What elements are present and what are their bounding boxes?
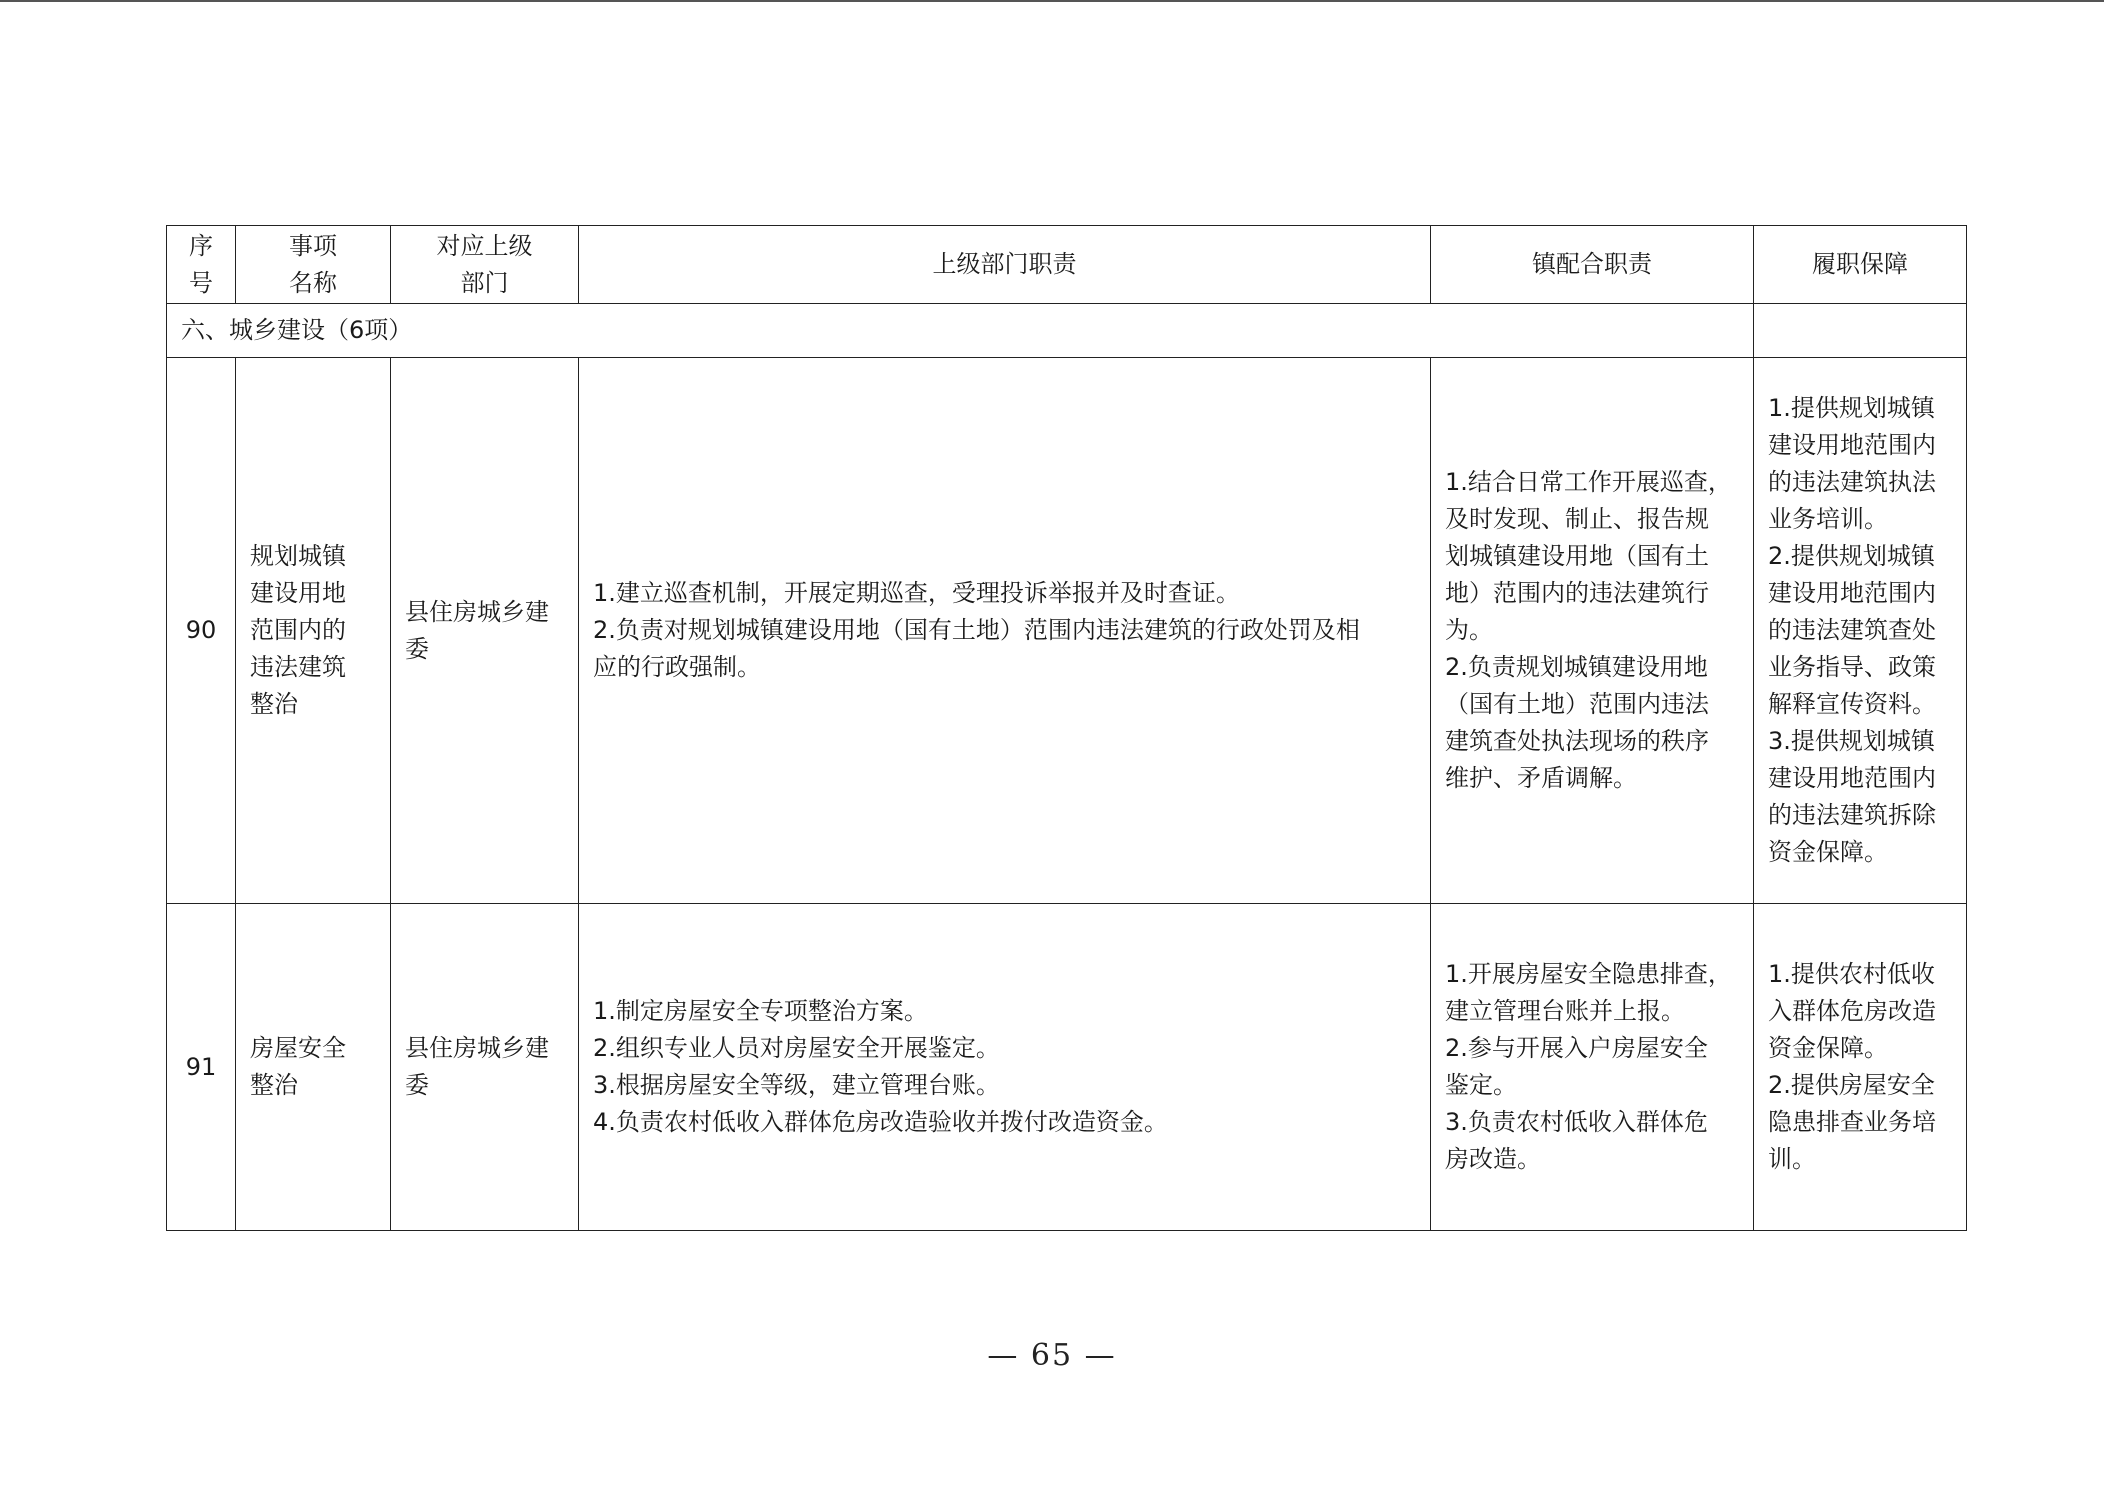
guarantee: 1.提供规划城镇 建设用地范围内 的违法建筑执法 业务培训。 2.提供规划城镇 建设用地范围内 的违法建筑查处 业务指导、政策 解释宣传资料。 3.提供规划城镇 建设用地范围内 的违法建筑拆除 资金保障。 bbox=[1754, 358, 1967, 904]
header-guarantee: 履职保障 bbox=[1754, 226, 1967, 304]
header-town-duties: 镇配合职责 bbox=[1431, 226, 1754, 304]
item-name: 规划城镇 建设用地 范围内的 违法建筑 整治 bbox=[236, 358, 391, 904]
town-duties: 1.结合日常工作开展巡查， 及时发现、制止、报告规 划城镇建设用地（国有土 地）范围内的违法建筑行 为。 2.负责规划城镇建设用地 （国有土地）范围内违法 建筑查处执法现场的秩序 维护、矛盾调解。 bbox=[1431, 358, 1754, 904]
row-number: 91 bbox=[167, 904, 236, 1231]
superior-dept: 县住房城乡建 委 bbox=[391, 904, 579, 1231]
table-row bbox=[167, 904, 1967, 1231]
town-duties: 1.开展房屋安全隐患排查， 建立管理台账并上报。 2.参与开展入户房屋安全 鉴定。 3.负责农村低收入群体危 房改造。 bbox=[1431, 904, 1754, 1231]
page-top-border bbox=[0, 0, 2104, 2]
header-item-name: 事项 名称 bbox=[236, 226, 391, 304]
superior-duties: 1.建立巡查机制，开展定期巡查，受理投诉举报并及时查证。 2.负责对规划城镇建设用地（国有土地）范围内违法建筑的行政处罚及相 应的行政强制。 bbox=[579, 358, 1431, 904]
duty-table bbox=[166, 225, 1967, 1231]
section-row bbox=[167, 304, 1967, 358]
row-number: 90 bbox=[167, 358, 236, 904]
header-superior-dept: 对应上级 部门 bbox=[391, 226, 579, 304]
table-header-row bbox=[167, 226, 1967, 304]
table-row bbox=[167, 358, 1967, 904]
superior-duties: 1.制定房屋安全专项整治方案。 2.组织专业人员对房屋安全开展鉴定。 3.根据房屋安全等级，建立管理台账。 4.负责农村低收入群体危房改造验收并拨付改造资金。 bbox=[579, 904, 1431, 1231]
superior-dept: 县住房城乡建 委 bbox=[391, 358, 579, 904]
item-name: 房屋安全 整治 bbox=[236, 904, 391, 1231]
header-no: 序 号 bbox=[167, 226, 236, 304]
page-number: — 65 — bbox=[987, 1338, 1117, 1373]
section-title: 六、城乡建设（6项） bbox=[167, 304, 1754, 358]
header-superior-duties: 上级部门职责 bbox=[579, 226, 1431, 304]
section-extra-cell bbox=[1754, 304, 1967, 358]
guarantee: 1.提供农村低收 入群体危房改造 资金保障。 2.提供房屋安全 隐患排查业务培 训。 bbox=[1754, 904, 1967, 1231]
